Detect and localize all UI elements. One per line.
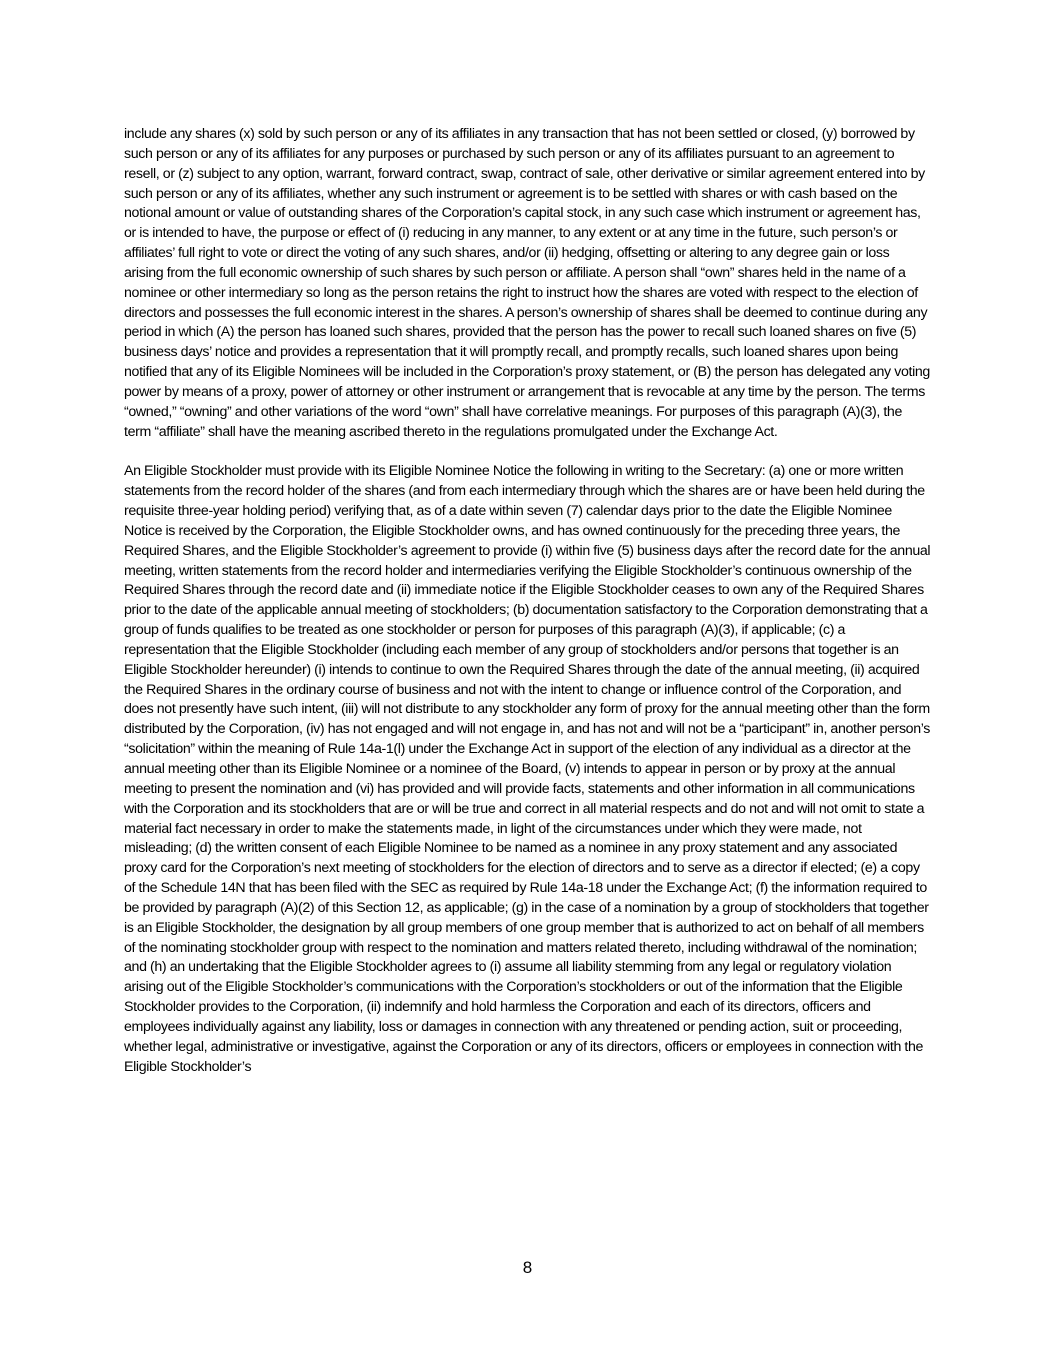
paragraph-ownership-definition: include any shares (x) sold by such person or any of its affiliates in any transaction that has not been settled or closed, (y) borrowed by such person or any of its affiliates for any purposes or purchased by such person or any of its affiliates pursuant to an agreement to resell, or (z) subject to any option, warrant, forward contract, swap, contract of sale, other derivative or similar agreement entered into by such person or any of its affiliates, whether any such instrument or agreement is to be settled with shares or with cash based on the notional amount or value of outstanding shares of the Corporation’s capital stock, in any such case which instrument or agreement has, or is intended to have, the purpose or effect of (i) reducing in any manner, to any extent or at any time in the future, such person’s or affiliates’ full right to vote or direct the voting of any such shares, and/or (ii) hedging, offsetting or altering to any degree gain or loss arising from the full economic ownership of such shares by such person or affiliate. A person shall “own” shares held in the name of a nominee or other intermediary so long as the person retains the right to instruct how the shares are voted with respect to the election of directors and possesses the full economic interest in the shares. A person’s ownership of shares shall be deemed to continue during any period in which (A) the person has loaned such shares, provided that the person has the power to recall such loaned shares on five (5) business days’ notice and provides a representation that it will promptly recall, and promptly recalls, such loaned shares upon being notified that any of its Eligible Nominees will be included in the Corporation’s proxy statement, or (B) the person has delegated any voting power by means of a proxy, power of attorney or other instrument or arrangement that is revocable at any time by the person. The terms “owned,” “owning” and other variations of the word “own” shall have correlative meanings. For purposes of this paragraph (A)(3), the term “affiliate” shall have the meaning ascribed thereto in the regulations promulgated under the Exchange Act. — [124, 126, 930, 440]
document-body — [124, 125, 932, 1078]
page-number: 8 — [522, 1258, 533, 1277]
paragraph-eligible-stockholder-requirements: An Eligible Stockholder must provide with its Eligible Nominee Notice the following in writing to the Secretary: (a) one or more written statements from the record holder of the shares (and from each intermediary through which the shares are or have been held during the requisite three-year holding period) verifying that, as of a date within seven (7) calendar days prior to the date the Eligible Nominee Notice is received by the Corporation, the Eligible Stockholder owns, and has owned continuously for the preceding three years, the Required Shares, and the Eligible Stockholder’s agreement to provide (i) within five (5) business days after the record date for the annual meeting, written statements from the record holder and intermediaries verifying the Eligible Stockholder’s continuous ownership of the Required Shares through the record date and (ii) immediate notice if the Eligible Stockholder ceases to own any of the Required Shares prior to the date of the applicable annual meeting of stockholders; (b) documentation satisfactory to the Corporation demonstrating that a group of funds qualifies to be treated as one stockholder or person for purposes of this paragraph (A)(3), if applicable; (c) a representation that the Eligible Stockholder (including each member of any group of stockholders and/or persons that together is an Eligible Stockholder hereunder) (i) intends to continue to own the Required Shares through the date of the annual meeting, (ii) acquired the Required Shares in the ordinary course of business and not with the intent to change or influence control of the Corporation, and does not presently have such intent, (iii) will not distribute to any stockholder any form of proxy for the annual meeting other than the form distributed by the Corporation, (iv) has not engaged and will not engage in, and has not and will not be a “participant” in, another person’s “solicitation” within the meaning of Rule 14a-1(l) under the Exchange Act in support of the election of any individual as a director at the annual meeting other than its Eligible Nominee or a nominee of the Board, (v) intends to appear in person or by proxy at the annual meeting to present the nomination and (vi) has provided and will provide facts, statements and other information in all communications with the Corporation and its stockholders that are or will be true and correct in all material respects and do not and will not omit to state a material fact necessary in order to make the statements made, in light of the circumstances under which they were made, not misleading; (d) the written consent of each Eligible Nominee to be named as a nominee in any proxy statement and any associated proxy card for the Corporation’s next meeting of stockholders for the election of directors and to serve as a director if elected; (e) a copy of the Schedule 14N that has been filed with the SEC as required by Rule 14a-18 under the Exchange Act; (f) the information required to be provided by paragraph (A)(2) of this Section 12, as applicable; (g) in the case of a nomination by a group of stockholders that together is an Eligible Stockholder, the designation by all group members of one group member that is authorized to act on behalf of all members of the nominating stockholder group with respect to the nomination and matters related thereto, including withdrawal of the nomination; and (h) an undertaking that the Eligible Stockholder agrees to (i) assume all liability stemming from any legal or regulatory violation arising out of the Eligible Stockholder’s communications with the Corporation’s stockholders or out of the information that the Eligible Stockholder provides to the Corporation, (ii) indemnify and hold harmless the Corporation and each of its directors, officers and employees individually against any liability, loss or damages in connection with any threatened or pending action, suit or proceeding, whether legal, administrative or investigative, against the Corporation or any of its directors, officers or employees in connection with the Eligible Stockholder’s — [124, 463, 931, 1075]
